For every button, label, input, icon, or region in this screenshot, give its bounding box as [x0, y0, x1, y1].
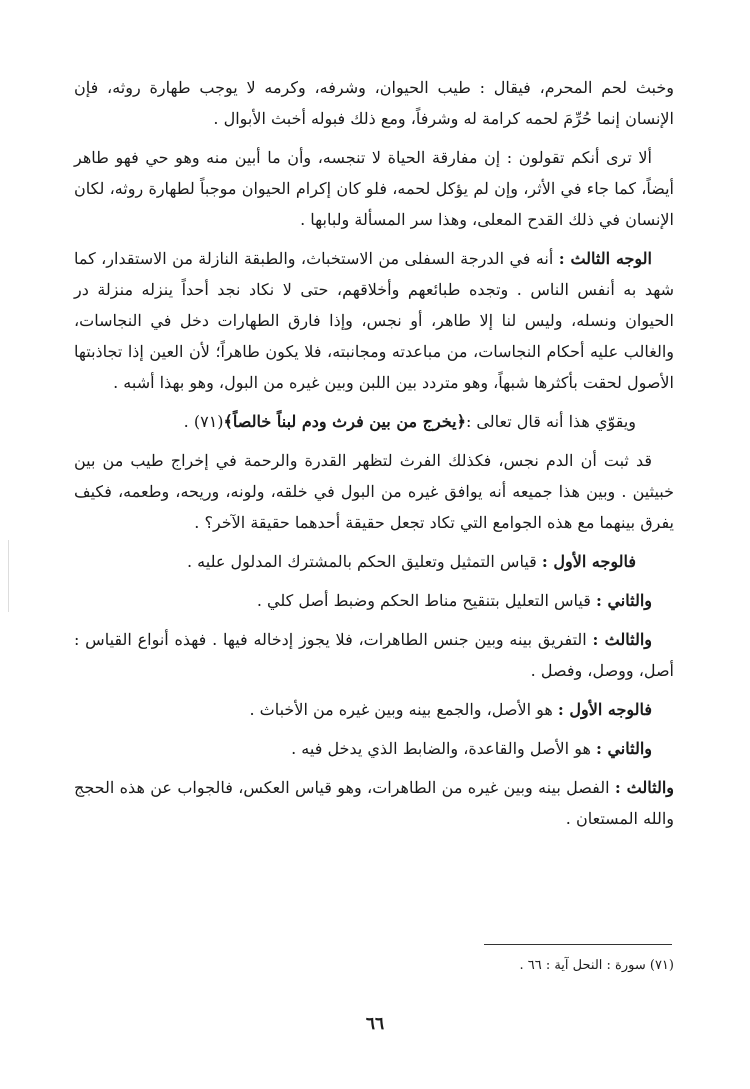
paragraph-8-text: التفريق بينه وبين جنس الطاهرات، فلا يجوز إدخاله فيها . فهذه أنواع القياس : أصل، ووصل، وفصل .	[74, 630, 674, 680]
footnote-divider	[484, 944, 672, 945]
footnote: (٧١) سورة : النحل آية : ٦٦ .	[519, 958, 674, 973]
paragraph-3-lead: الوجه الثالث :	[558, 249, 653, 268]
paragraph-5-text: قد ثبت أن الدم نجس، فكذلك الفرث لتظهر القدرة والرحمة في إخراج طيب من بين خبيثين . وبين هذا جميعه أنه يوافق غيره من البول في خلقه، ولونه، وريحه، وطعمه، فكيف يفرق بينهما مع هذه الجوامع التي تكاد تجعل حقيقة أحدهما حقيقة الآخر؟ .	[74, 451, 674, 532]
paragraph-2-text: ألا ترى أنكم تقولون : إن مفارقة الحياة لا تنجسه، وأن ما أبين منه وهو حي فهو طاهر أيضاً، كما جاء في الأثر، وإن لم يؤكل لحمه، فلو كان إكرام الحيوان موجباً لطهارة روثه، لكان الإنسان في ذلك القدح المعلى، وهذا سر المسألة ولبابها .	[74, 148, 674, 229]
paragraph-9	[74, 694, 674, 725]
paragraph-3	[74, 243, 674, 398]
footnote-reference: (٧١) .	[183, 412, 224, 431]
paragraph-2	[74, 142, 674, 235]
paragraph-7-lead: والثاني :	[595, 591, 652, 610]
page-body	[74, 72, 674, 842]
paragraph-1	[74, 72, 674, 134]
paragraph-7-text: قياس التعليل بتنقيح مناط الحكم وضبط أصل كلي .	[256, 591, 596, 610]
paragraph-6-text: قياس التمثيل وتعليق الحكم بالمشترك المدلول عليه .	[187, 552, 542, 571]
paragraph-11	[74, 772, 674, 834]
paragraph-6-lead: فالوجه الأول :	[541, 552, 636, 571]
paragraph-10-lead: والثاني :	[595, 739, 652, 758]
paragraph-4	[74, 406, 674, 437]
paragraph-8	[74, 624, 674, 686]
paragraph-9-lead: فالوجه الأول :	[557, 700, 652, 719]
paragraph-11-text: الفصل بينه وبين غيره من الطاهرات، وهو قياس العكس، فالجواب عن هذه الحجج والله المستعان .	[74, 778, 674, 828]
paragraph-10	[74, 733, 674, 764]
paragraph-8-lead: والثالث :	[592, 630, 653, 649]
page-number: ٦٦	[365, 1014, 385, 1034]
paragraph-1-text: وخبث لحم المحرم، فيقال : طيب الحيوان، وشرفه، وكرمه لا يوجب طهارة روثه، فإن الإنسان إنما حُرِّمَ لحمه كرامة له وشرفاً، ومع ذلك فبوله أخبث الأبوال .	[74, 78, 674, 128]
paragraph-11-lead: والثالث :	[614, 778, 675, 797]
paragraph-4-text: ويقوّي هذا أنه قال تعالى :	[465, 412, 636, 431]
paragraph-6	[74, 546, 674, 577]
paragraph-10-text: هو الأصل والقاعدة، والضابط الذي يدخل فيه .	[291, 739, 596, 758]
paragraph-7	[74, 585, 674, 616]
paragraph-3-text: أنه في الدرجة السفلى من الاستخباث، والطبقة النازلة من الاستقدار، كما شهد به أنفس الناس . وتجده طبائعهم وأخلاقهم، حتى لا نكاد نجد أحداً ينزله منزلة در الحيوان ونسله، وليس لنا إلا طاهر، أو نجس، وإذا فارق الطهارات دخل في النجاسات، والغالب عليه أحكام النجاسات، من مباعدته ومجانبته، فلا يكون طاهراً؛ لأن العين إذا تجاذبتها الأصول لحقت بأكثرها شبهاً، وهو متردد بين اللبن وبين غيره من البول، وهو بهذا أشبه .	[74, 249, 674, 392]
paragraph-5	[74, 445, 674, 538]
quran-verse: ﴿يخرج من بين فرث ودم لبناً خالصاً﴾	[223, 412, 466, 431]
page-edge-mark	[8, 540, 13, 612]
paragraph-9-text: هو الأصل، والجمع بينه وبين غيره من الأخباث .	[249, 700, 558, 719]
